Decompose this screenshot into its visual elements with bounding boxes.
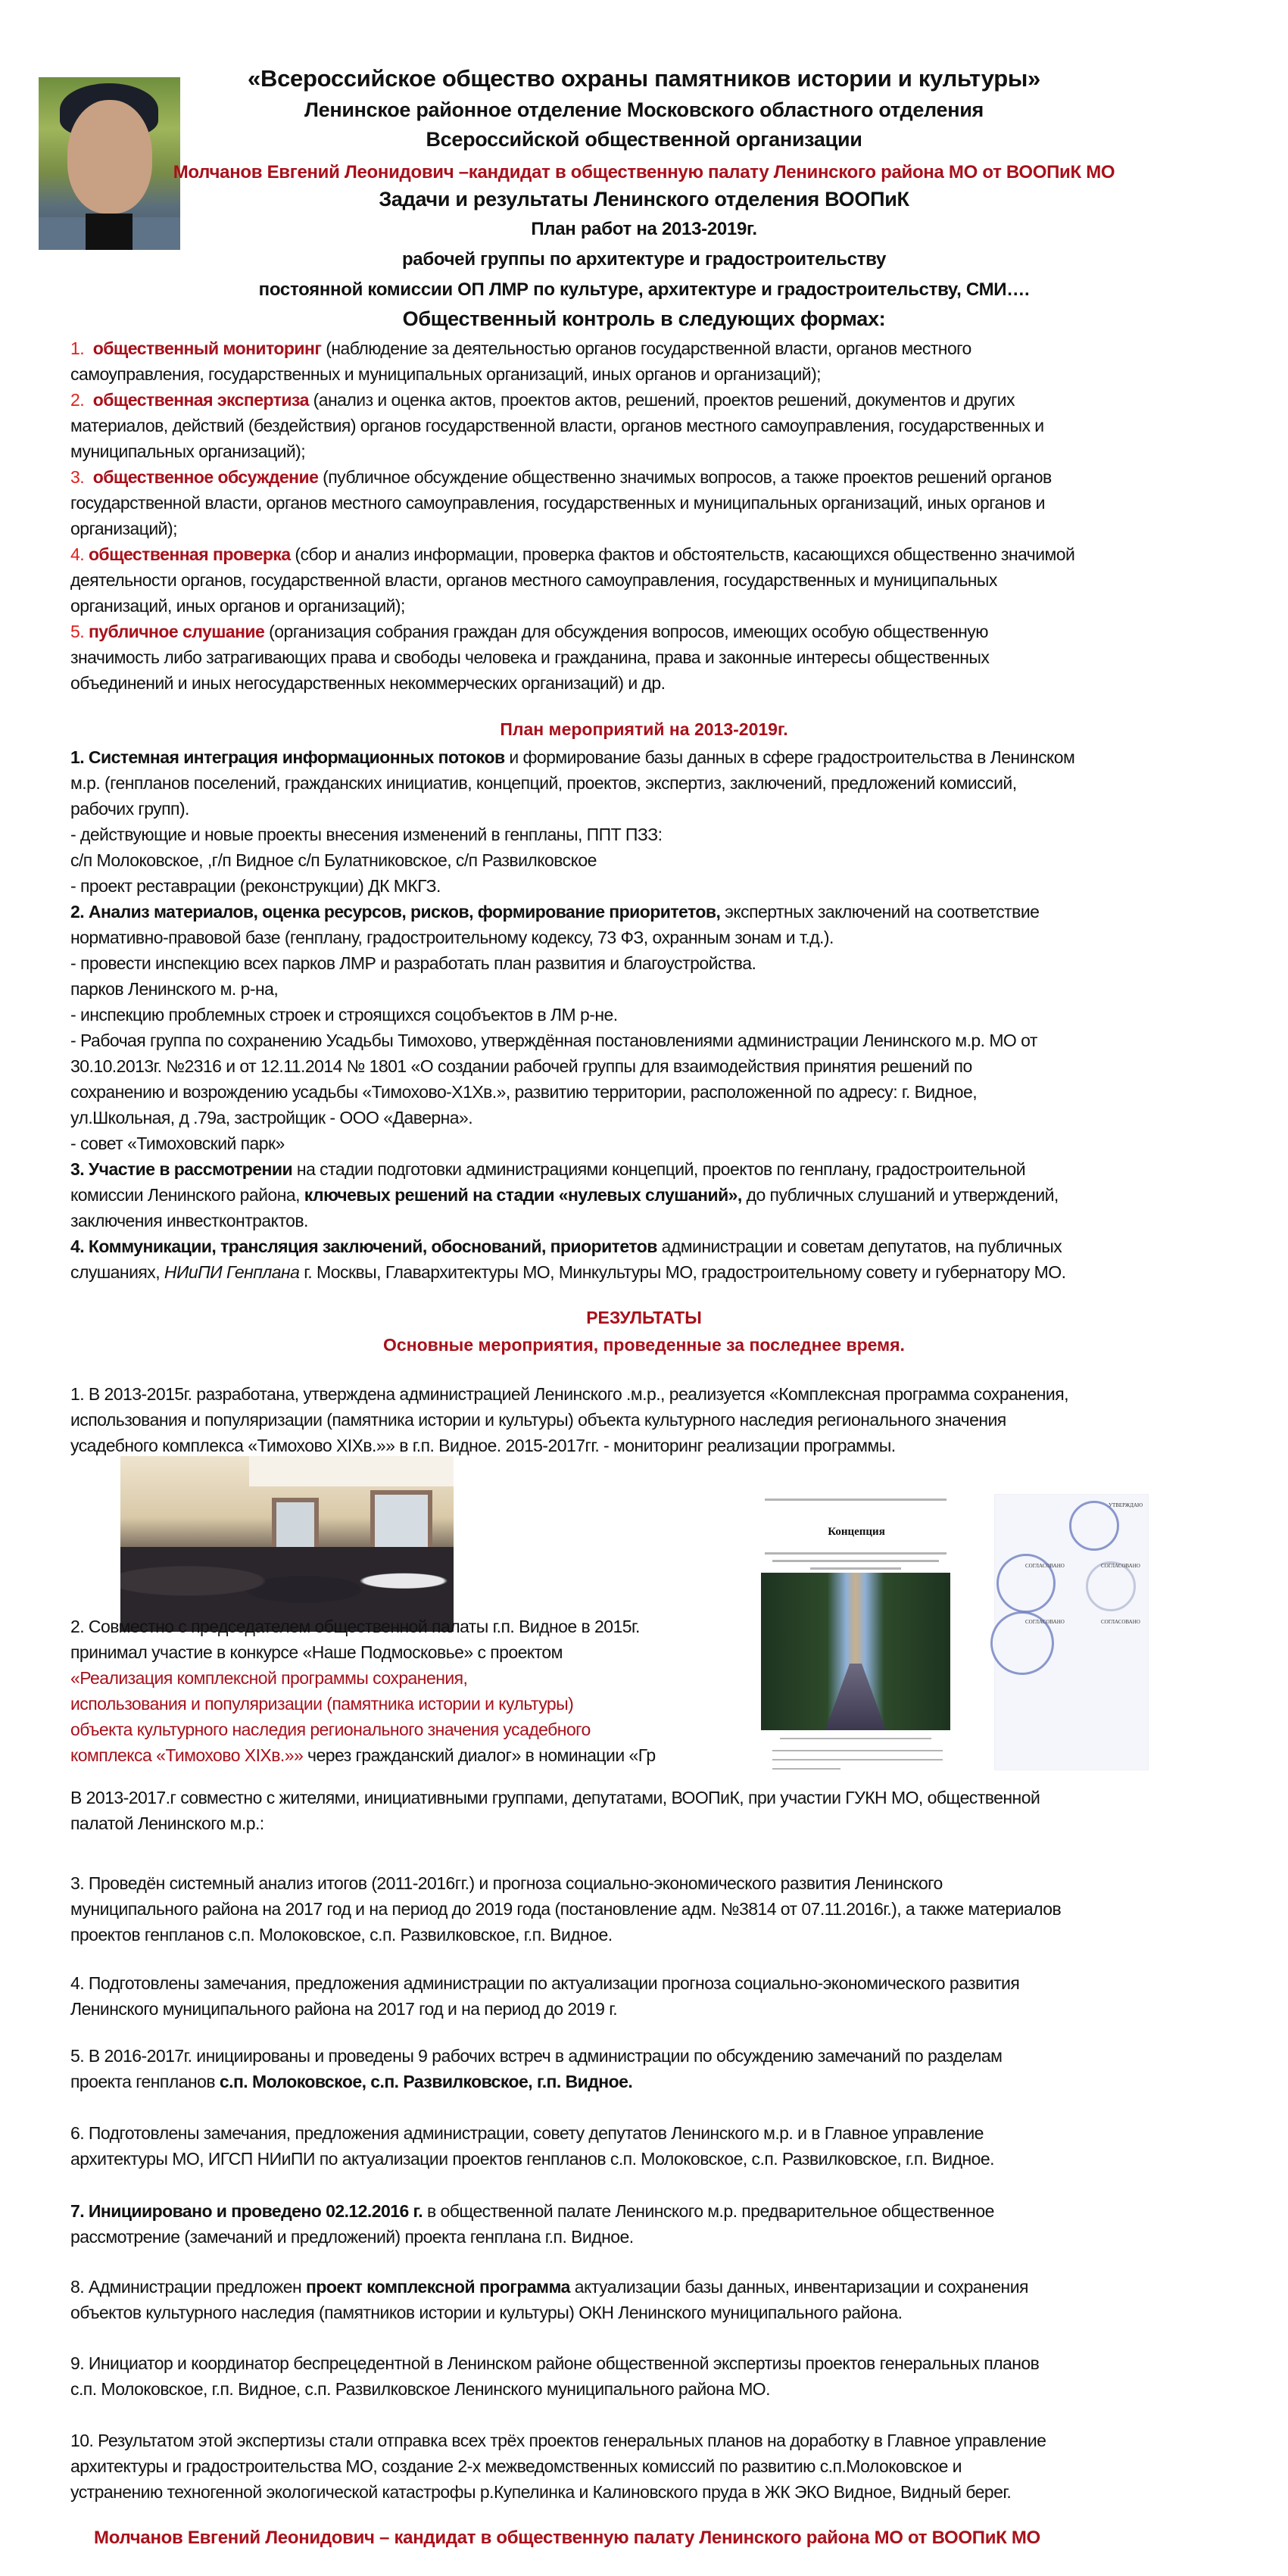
- approval-seals-image: УТВЕРЖДАЮ СОГЛАСОВАНО СОГЛАСОВАНО СОГЛАСОВАНО СОГЛАСОВАНО: [994, 1494, 1149, 1770]
- joint-work-intro: В 2013-2017.г совместно с жителями, инициативными группами, депутатами, ВООПиК, при участии ГУКН МО, общественной палатой Ленинского м.р.:: [70, 1788, 1040, 1833]
- plan-item: 4. Коммуникации, трансляция заключений, обоснований, приоритетов администрации и советам депутатов, на публичных слушаниях, НИиПИ Генплана г. Москвы, Главархитектуры МО, Минкультуры МО, градостроительному совету и губернатору МО.: [70, 1237, 1066, 1282]
- control-forms-list: [70, 335, 1267, 696]
- result-item-7: 7. Инициировано и проведено 02.12.2016 г. в общественной палате Ленинского м.р. предварительное общественное рассмотрение (замечаний и предложений) проекта генплана г.п. Видное.: [70, 2201, 994, 2247]
- concept-document-image: [757, 1488, 956, 1772]
- control-form-term: общественная проверка: [88, 544, 291, 564]
- plan-title: План работ на 2013-2019г.: [531, 219, 757, 239]
- result-item-3: 3. Проведён системный анализ итогов (2011-2016гг.) и прогноза социально-экономического развития Ленинского муниципального района на 2017 год и на период до 2019 года (постановление адм. №3814 от 07.11.2016г.), а также материалов проектов генпланов с.п. Молоковское, с.п. Развилковское, г.п. Видное.: [70, 1873, 1062, 1944]
- result-item-1: 1. В 2013-2015г. разработана, утверждена администрацией Ленинского .м.р., реализуется «Комплексная программа сохранения, использования и популяризации (памятника истории и культуры) объекта культурного наследия регионального значения усадебного комплекса «Тимохово XIXв.»» в г.п. Видное. 2015-2017гг. - мониторинг реализации программы.: [70, 1384, 1068, 1455]
- tasks-title: Задачи и результаты Ленинского отделения ВООПиК: [379, 188, 909, 211]
- org-subtitle-2: Всероссийской общественной организации: [426, 128, 862, 151]
- control-form-term: публичное слушание: [88, 622, 265, 641]
- control-form-term: общественный мониторинг: [92, 338, 322, 358]
- control-form-term: общественная экспертиза: [92, 390, 309, 410]
- control-form-item: 2. общественная экспертиза (анализ и оценка актов, проектов актов, решений, проектов решений, документов и других материалов, действий (бездействия) органов государственной власти, органов местного самоуправления, государственных и муниципальных организаций);: [70, 390, 1044, 461]
- plan-item: 3. Участие в рассмотрении на стадии подготовки администрациями концепций, проектов по генплану, градостроительной комиссии Ленинского района, ключевых решений на стадии «нулевых слушаний», до публичных слушаний и утверждений, заключения инвестконтрактов.: [70, 1159, 1059, 1230]
- control-form-item: 1. общественный мониторинг (наблюдение за деятельностью органов государственной власти, органов местного самоуправления, государственных и муниципальных организаций, иных органов и организаций);: [70, 338, 971, 384]
- concept-title: Концепция: [828, 1526, 885, 1538]
- org-title: «Всероссийское общество охраны памятников истории и культуры»: [248, 65, 1040, 92]
- results-subtitle: Основные мероприятия, проведенные за последнее время.: [383, 1335, 905, 1355]
- control-form-item: 4. общественная проверка (сбор и анализ информации, проверка фактов и обстоятельств, касающихся общественно значимой деятельности органов, государственной власти, органов местного самоуправления, государственных и муниципальных организаций, иных органов и организаций);: [70, 544, 1075, 616]
- control-title: Общественный контроль в следующих формах:: [402, 307, 886, 330]
- control-form-term: общественное обсуждение: [92, 467, 319, 487]
- result-item-5: 5. В 2016-2017г. инициированы и проведены 9 рабочих встреч в администрации по обсуждению замечаний по разделам проекта генпланов с.п. Молоковское, с.п. Развилковское, г.п. Видное.: [70, 2046, 1003, 2091]
- control-form-item: 3. общественное обсуждение (публичное обсуждение общественно значимых вопросов, а также проектов решений органов государственной власти, органов местного самоуправления, государственных и муниципальных организаций, иных органов и организаций);: [70, 467, 1052, 538]
- result-item-4: 4. Подготовлены замечания, предложения администрации по актуализации прогноза социально-экономического развития Ленинского муниципального района на 2017 год и на период до 2019 г.: [70, 1973, 1020, 2019]
- group-line: рабочей группы по архитектуре и градостроительству: [401, 249, 887, 270]
- result-item-6: 6. Подготовлены замечания, предложения администрации, совету депутатов Ленинского м.р. и в Главное управление архитектуры МО, ИГСП НИиПИ по актуализации проектов генпланов с.п. Молоковское, с.п. Развилковское, г.п. Видное.: [70, 2123, 994, 2169]
- plan-list: [70, 744, 1267, 1285]
- result-item-10: 10. Результатом этой экспертизы стали отправка всех трёх проектов генеральных планов на доработку в Главное управление архитектуры и градостроительства МО, создание 2-х межведомственных комиссий по развитию с.п.Молоковское и устранению техногенной экологической катастрофы р.Купелинка и Калиновского пруда в ЖК ЭКО Видное, Видный берег.: [70, 2431, 1046, 2502]
- results-title: РЕЗУЛЬТАТЫ: [586, 1308, 702, 1327]
- footer-candidate-line: Молчанов Евгений Леонидович – кандидат в общественную палату Ленинского района МО от ВООПиК МО: [94, 2528, 1040, 2548]
- result-item-2: 2. Совместно с председателем общественной палаты г.п. Видное в 2015г. принимал участие в конкурсе «Наше Подмосковье» с проектом «Реализация комплексной программы сохранения, использования и популяризации (памятника истории и культуры) объекта культурного наследия регионального значения усадебного комплекса «Тимохово XIXв.»» через гражданский диалог» в номинации «Гр: [70, 1617, 656, 1765]
- plan-item: 1. Системная интеграция информационных потоков и формирование базы данных в сфере градостроительства в Ленинском м.р. (генпланов поселений, гражданских инициатив, концепций, проектов, экспертиз, заключений, предложений комиссий, рабочих групп). - действующие и новые проекты внесения изменений в генпланы, ППТ ПЗЗ: с/п Молоковское, ,г/п Видное с/п Булатниковское, с/п Развилковское - проект реставрации (реконструкции) ДК МКГЗ.: [70, 747, 1075, 896]
- result-item-9: 9. Инициатор и координатор беспрецедентной в Ленинском районе общественной экспертизы проектов генеральных планов с.п. Молоковское, г.п. Видное, с.п. Развилковское Ленинского муниципального района МО.: [70, 2353, 1040, 2399]
- candidate-line: Молчанов Евгений Леонидович –кандидат в общественную палату Ленинского района МО от ВООПиК МО: [173, 162, 1115, 182]
- control-form-item: 5. публичное слушание (организация собрания граждан для обсуждения вопросов, имеющих особую общественную значимость либо затрагивающих права и свободы человека и гражданина, права и законные интересы общественных объединений и иных негосударственных некоммерческих организаций) и др.: [70, 622, 990, 693]
- result-item-8: 8. Администрации предложен проект комплексной программа актуализации базы данных, инвентаризации и сохранения объектов культурного наследия (памятников истории и культуры) ОКН Ленинского муниципального района.: [70, 2277, 1028, 2322]
- commission-line: постоянной комиссии ОП ЛМР по культуре, архитектуре и градостроительству, СМИ….: [258, 279, 1030, 300]
- plan-item: 2. Анализ материалов, оценка ресурсов, рисков, формирование приоритетов, экспертных заключений на соответствие нормативно-правовой базе (генплану, градостроительному кодексу, 73 ФЗ, охранным зонам и т.д.). - провести инспекцию всех парков ЛМР и разработать план развития и благоустройства. парков Ленинского м. р-на, - инспекцию проблемных строек и строящихся соцобъектов в ЛМ р-не. - Рабочая группа по сохранению Усадьбы Тимохово, утверждённая постановлениями администрации Ленинского м.р. МО от 30.10.2013г. №2316 и от 12.11.2014 № 1801 «О создании рабочей группы для взаимодействия принятия решений по сохранению и возрождению усадьбы «Тимохово-Х1Хв.», развитию территории, расположенной по адресу: г. Видное, ул.Школьная, д .79а, застройщик - ООО «Даверна». - совет «Тимоховский парк»: [70, 902, 1040, 1153]
- plan-section-title: План мероприятий на 2013-2019г.: [500, 719, 788, 739]
- org-subtitle-1: Ленинское районное отделение Московского областного отделения: [304, 98, 984, 121]
- meeting-photo: [120, 1456, 454, 1632]
